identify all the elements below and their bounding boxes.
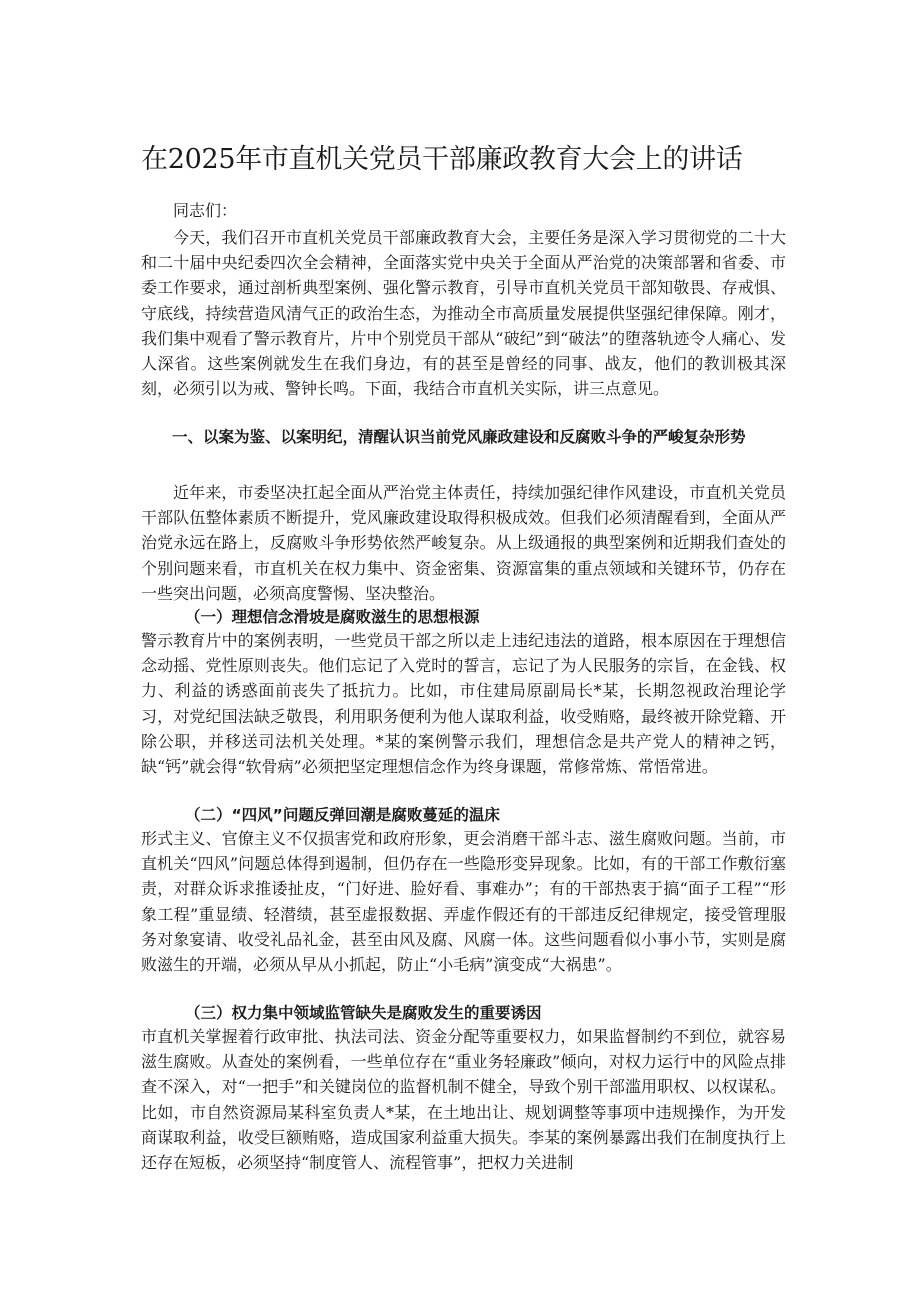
subsection-1-paragraph: 警示教育片中的案例表明，一些党员干部之所以走上违纪违法的道路，根本原因在于理想信念动摇、党性原则丧失。他们忘记了入党时的誓言，忘记了为人民服务的宗旨，在金钱、权力、利益的诱惑面前丧失了抵抗力。比如，市住建局原副局长*某，长期忽视政治理论学习，对党纪国法缺乏敬畏，利用职务便利为他人谋取利益，收受贿赂，最终被开除党籍、开除公职，并移送司法机关处理。*某的案例警示我们，理想信念是共产党人的精神之钙，缺“钙”就会得“软骨病”必须把坚定理想信念作为终身课题，常修常炼、常悟常进。 <box>141 631 786 777</box>
subsection-3-heading: （三）权力集中领域监管缺失是腐败发生的重要诱因 <box>185 1004 542 1022</box>
salutation: 同志们： <box>173 201 238 220</box>
subsection-1-heading: （一）理想信念滑坡是腐败滋生的思想根源 <box>185 608 480 626</box>
section-1-paragraph: 近年来，市委坚决扛起全面从严治党主体责任，持续加强纪律作风建设，市直机关党员干部队伍整体素质不断提升，党风廉政建设取得积极成效。但我们必须清醒看到，全面从严治党永远在路上，反腐败斗争形势依然严峻复杂。从上级通报的典型案例和近期我们查处的个别问题来看，市直机关在权力集中、资金密集、资源富集的重点领域和关键环节，仍存在一些突出问题，必须高度警惕、坚决整治。 <box>141 483 786 603</box>
intro-paragraph: 今天，我们召开市直机关党员干部廉政教育大会，主要任务是深入学习贯彻党的二十大和二十届中央纪委四次全会精神，全面落实党中央关于全面从严治党的决策部署和省委、市委工作要求，通过剖析典型案例、强化警示教育，引导市直机关党员干部知敬畏、存戒惧、守底线，持续营造风清气正的政治生态，为推动全市高质量发展提供坚强纪律保障。刚才，我们集中观看了警示教育片，片中个别党员干部从“破纪”到“破法”的堕落轨迹令人痛心、发人深省。这些案例就发生在我们身边，有的甚至是曾经的同事、战友，他们的教训极其深刻，必须引以为戒、警钟长鸣。下面，我结合市直机关实际，讲三点意见。 <box>141 228 786 399</box>
document-title: 在2025年市直机关党员干部廉政教育大会上的讲话 <box>141 144 743 175</box>
subsection-3-paragraph: 市直机关掌握着行政审批、执法司法、资金分配等重要权力，如果监督制约不到位，就容易滋生腐败。从查处的案例看，一些单位存在“重业务轻廉政”倾向，对权力运行中的风险点排查不深入，对“一把手”和关键岗位的监督机制不健全，导致个别干部滥用职权、以权谋私。比如，市自然资源局某科室负责人*某，在土地出让、规划调整等事项中违规操作，为开发商谋取利益，收受巨额贿赂，造成国家利益重大损失。李某的案例暴露出我们在制度执行上还存在短板，必须坚持“制度管人、流程管事”，把权力关进制 <box>141 1027 786 1173</box>
subsection-2-paragraph: 形式主义、官僚主义不仅损害党和政府形象，更会消磨干部斗志、滋生腐败问题。当前，市直机关“四风”问题总体得到遏制，但仍存在一些隐形变异现象。比如，有的干部工作敷衍塞责，对群众诉求推诿扯皮，“门好进、脸好看、事难办”；有的干部热衷于搞“面子工程”“形象工程”重显绩、轻潜绩，甚至虚报数据、弄虚作假还有的干部违反纪律规定，接受管理服务对象宴请、收受礼品礼金，甚至由风及腐、风腐一体。这些问题看似小事小节，实则是腐败滋生的开端，必须从早从小抓起，防止“小毛病”演变成“大祸患”。 <box>141 829 786 975</box>
subsection-2-heading: （二）“四风”问题反弹回潮是腐败蔓延的温床 <box>185 806 500 824</box>
section-1-heading: 一、以案为鉴、以案明纪，清醒认识当前党风廉政建设和反腐败斗争的严峻复杂形势 <box>172 428 746 446</box>
